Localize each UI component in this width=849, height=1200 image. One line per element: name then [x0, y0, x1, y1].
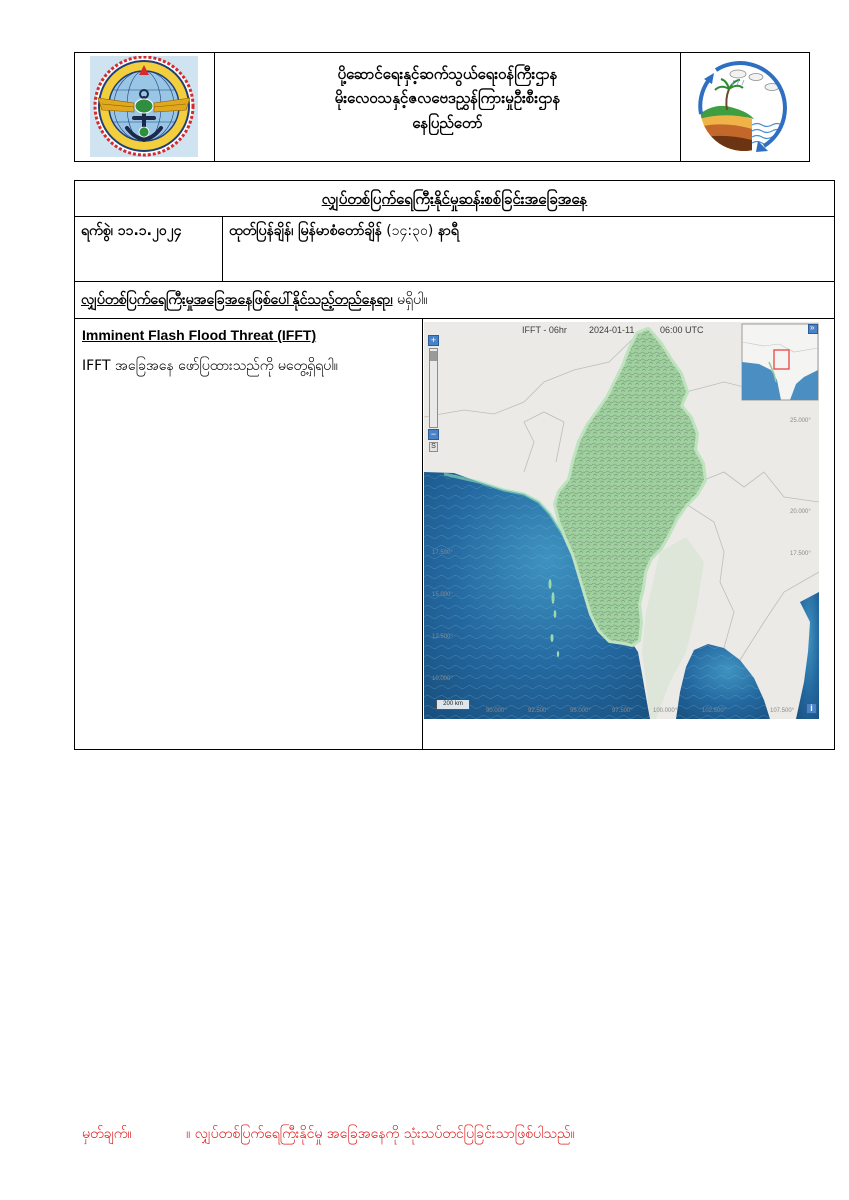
- map-product-label: IFFT - 06hr: [522, 325, 567, 335]
- lon-label: 100.000°: [653, 708, 678, 714]
- lat-label: 17.500°: [790, 551, 811, 557]
- ifft-heading-text: Imminent Flash Flood Threat (IFFT): [82, 327, 317, 343]
- table-divider: [422, 319, 423, 749]
- minus-icon: −: [430, 429, 437, 439]
- lat-label: 17.500°: [432, 550, 453, 556]
- ifft-status: IFFT အခြေအနေ ဖော်ပြထားသည်ကို မတွေ့ရှိရပါ။: [82, 358, 338, 374]
- zoom-out-button: [428, 429, 439, 440]
- issue-time-cell: [229, 219, 829, 243]
- ministry-name: ပို့ဆောင်ရေးနှင့်ဆက်သွယ်ရေးဝန်ကြီးဌာန: [337, 65, 558, 83]
- city-name: နေပြည်တော်: [412, 114, 483, 132]
- title-cell: [75, 181, 834, 216]
- table-divider: [222, 217, 223, 281]
- lon-label: 97.500°: [612, 708, 633, 714]
- scale-bar: [436, 700, 470, 710]
- lat-label: 15.000°: [432, 592, 453, 598]
- lat-label: 25.000°: [790, 418, 811, 424]
- lat-label: 10.000°: [432, 676, 453, 682]
- location-cell: [81, 287, 829, 313]
- lon-label: 92.500°: [528, 708, 549, 714]
- inset-map: [742, 324, 818, 400]
- issue-time-unit: နာရီ: [437, 223, 459, 239]
- header-table: [74, 52, 810, 162]
- location-value: မရှိပါ။: [396, 292, 428, 308]
- collapse-arrow-icon: »: [810, 323, 815, 332]
- bulletin-table: [74, 180, 835, 750]
- zoom-slider: [429, 348, 438, 428]
- table-divider: [75, 318, 834, 319]
- ifft-map: [424, 322, 819, 719]
- lat-label: 20.000°: [790, 509, 811, 515]
- lon-label: 107.500°: [770, 708, 795, 714]
- lon-label: 95.000°: [570, 708, 591, 714]
- hydromet-cycle-logo-icon: [694, 57, 794, 157]
- layer-switch-label: S: [431, 443, 436, 450]
- footer-note-label: မှတ်ချက်။: [82, 1126, 132, 1142]
- plus-icon: +: [430, 335, 437, 345]
- issue-date: ရက်စွဲ၊ ၁၁.၁.၂၀၂၄: [81, 223, 182, 239]
- ministry-emblem-icon: [90, 56, 198, 157]
- table-divider: [75, 216, 834, 217]
- zoom-in-button: [428, 335, 439, 346]
- lon-label: 102.500°: [702, 708, 727, 714]
- lon-label: 90.000°: [486, 708, 507, 714]
- location-label: လျှပ်တစ်ပြက်ရေကြီးမှုအခြေအနေဖြစ်ပေါ်နိုင်သည့်တည်နေရာ၊: [81, 292, 393, 308]
- info-icon: i: [810, 703, 813, 713]
- table-divider: [680, 53, 681, 161]
- map-canvas: [424, 322, 819, 719]
- footer-note-text: ။ လျှပ်တစ်ပြက်ရေကြီးနိုင်မှု အခြေအနေကို သုံးသပ်တင်ပြခြင်းသာဖြစ်ပါသည်။: [186, 1126, 575, 1142]
- scale-bar-label: 200 km: [443, 701, 463, 707]
- lat-label: 12.500°: [432, 634, 453, 640]
- department-name: မိုးလေဝသနှင့်ဇလဗေဒညွှန်ကြားမှုဦးစီးဌာန: [334, 89, 561, 107]
- inset-toggle-button: [808, 324, 818, 334]
- ifft-heading: [82, 324, 418, 346]
- table-divider: [75, 281, 834, 282]
- issue-time-label: ထုတ်ပြန်ချိန်၊ မြန်မာစံတော်ချိန်: [229, 223, 382, 239]
- map-time-label: 06:00 UTC: [660, 325, 704, 335]
- layer-switch-button: [429, 442, 438, 452]
- bulletin-title: လျှပ်တစ်ပြက်ရေကြီးနိုင်မှုဆန်းစစ်ခြင်းအခြေအနေ: [321, 190, 588, 208]
- zoom-slider-thumb: [430, 351, 437, 361]
- info-button: [806, 703, 817, 714]
- issue-time-value: (၁၄:၃၀): [386, 223, 434, 239]
- map-date-label: 2024-01-11: [589, 325, 635, 335]
